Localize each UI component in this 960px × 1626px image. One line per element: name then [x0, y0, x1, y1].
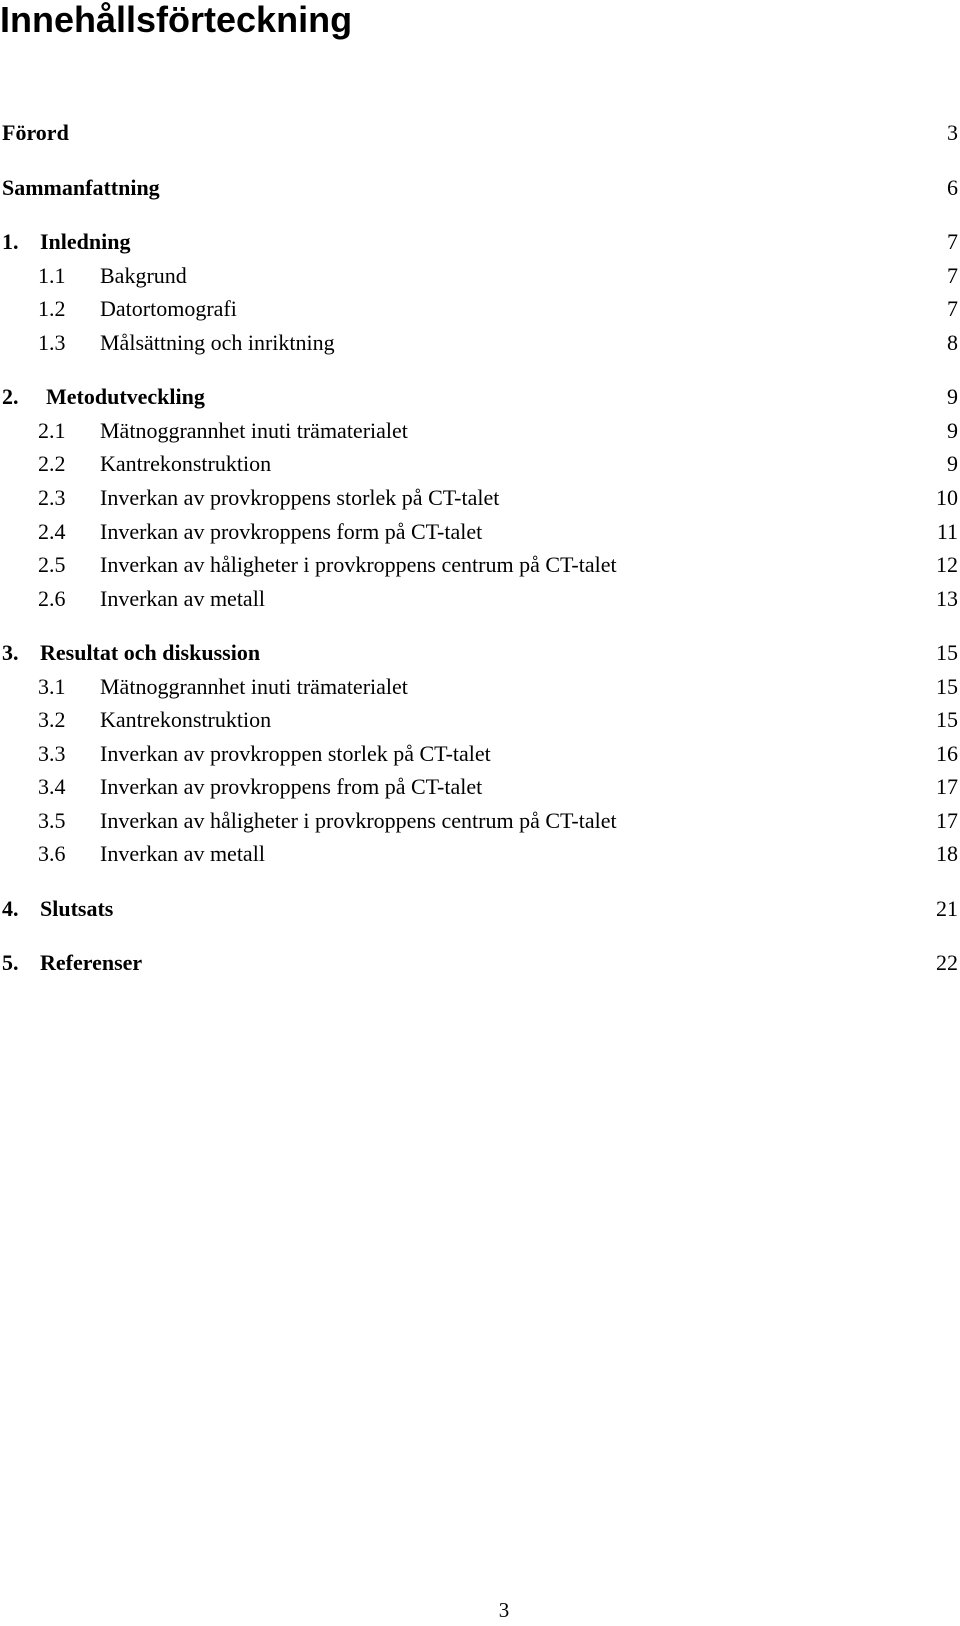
toc-entry-number: 3.5 [38, 808, 66, 833]
toc-entry-label: Mätnoggrannhet inuti trämaterialet [100, 418, 408, 443]
toc-entry-number: 2.1 [38, 418, 66, 443]
toc-entry-label: Målsättning och inriktning [100, 330, 335, 355]
toc-entry-page: 9 [947, 418, 958, 443]
toc-entry-3-5[interactable] [0, 804, 958, 838]
toc-entry-number: 3.1 [38, 674, 66, 699]
toc-entry-3-6[interactable] [0, 837, 958, 871]
toc-entry-label: Inverkan av provkroppens form på CT-talet [100, 519, 483, 544]
toc-entry-label: Referenser [40, 950, 143, 975]
toc-entry-3-4[interactable] [0, 770, 958, 804]
toc-entry-number: 3. [2, 640, 19, 665]
toc-entry-number: 3.6 [38, 841, 66, 866]
toc-entry-label: Slutsats [40, 896, 114, 921]
toc-entry-5[interactable] [0, 946, 958, 980]
toc-entry-number: 2.4 [38, 519, 66, 544]
toc-entry-1[interactable] [0, 225, 958, 259]
toc-entry-page: 17 [936, 774, 958, 799]
toc-entry-1-3[interactable] [0, 326, 958, 360]
toc-entry-number: 2.6 [38, 586, 66, 611]
toc-entry-label: Mätnoggrannhet inuti trämaterialet [100, 674, 408, 699]
toc-entry-3[interactable] [0, 636, 958, 670]
toc-entry-forord[interactable] [0, 116, 958, 150]
toc-entry-page: 6 [947, 175, 958, 200]
toc-entry-page: 22 [936, 950, 958, 975]
toc-entry-number: 1.2 [38, 296, 66, 321]
toc-entry-label: Förord [2, 120, 69, 145]
toc-entry-3-3[interactable] [0, 737, 958, 771]
toc-entry-2-5[interactable] [0, 548, 958, 582]
toc-entry-label: Metodutveckling [46, 384, 205, 409]
toc-entry-label: Sammanfattning [2, 175, 160, 200]
toc-entry-page: 16 [936, 741, 958, 766]
toc-entry-page: 7 [947, 263, 958, 288]
toc-entry-label: Inledning [40, 229, 131, 254]
toc-entry-page: 15 [936, 640, 958, 665]
toc-entry-page: 15 [936, 674, 958, 699]
toc-entry-number: 2.3 [38, 485, 66, 510]
toc-entry-label: Kantrekonstruktion [100, 707, 272, 732]
toc-entry-number: 1.3 [38, 330, 66, 355]
toc-entry-page: 7 [947, 296, 958, 321]
toc-entry-page: 7 [947, 229, 958, 254]
toc-entry-number: 3.2 [38, 707, 66, 732]
toc-entry-label: Kantrekonstruktion [100, 451, 272, 476]
toc-entry-number: 1. [2, 229, 19, 254]
toc-entry-1-1[interactable] [0, 259, 958, 293]
toc-entry-2-4[interactable] [0, 515, 958, 549]
toc-entry-label: Datortomografi [100, 296, 237, 321]
toc-entry-number: 2.2 [38, 451, 66, 476]
toc-entry-number: 3.4 [38, 774, 66, 799]
toc-entry-page: 13 [936, 586, 958, 611]
page-title: Innehållsförteckning [0, 0, 353, 40]
toc-entry-sammanfattning[interactable] [0, 171, 958, 205]
toc-entry-page: 15 [936, 707, 958, 732]
toc-entry-label: Resultat och diskussion [40, 640, 261, 665]
toc-entry-page: 9 [947, 384, 958, 409]
toc-entry-page: 18 [936, 841, 958, 866]
toc-entry-number: 1.1 [38, 263, 66, 288]
toc-entry-number: 2.5 [38, 552, 66, 577]
toc-entry-number: 2. [2, 384, 19, 409]
toc-entry-number: 5. [2, 950, 19, 975]
toc-entry-page: 17 [936, 808, 958, 833]
toc-entry-page: 8 [947, 330, 958, 355]
toc-entry-label: Inverkan av metall [100, 586, 265, 611]
toc-entry-number: 3.3 [38, 741, 66, 766]
toc-entry-page: 11 [936, 519, 958, 544]
toc-entry-1-2[interactable] [0, 292, 958, 326]
toc-entry-page: 21 [936, 896, 958, 921]
toc-entry-2-1[interactable] [0, 414, 958, 448]
toc-entry-page: 9 [947, 451, 958, 476]
toc-entry-2[interactable] [0, 380, 958, 414]
toc-entry-label: Inverkan av håligheter i provkroppens centrum på CT-talet [100, 808, 617, 833]
toc-entry-number: 4. [2, 896, 19, 921]
toc-entry-2-2[interactable] [0, 447, 958, 481]
toc-entry-label: Inverkan av provkroppen storlek på CT-talet [100, 741, 491, 766]
toc-entry-label: Bakgrund [100, 263, 187, 288]
toc-entry-label: Inverkan av provkroppens from på CT-talet [100, 774, 483, 799]
toc-entry-label: Inverkan av metall [100, 841, 265, 866]
toc-entry-page: 3 [947, 120, 958, 145]
page-number: 3 [498, 1598, 510, 1622]
toc-entry-3-1[interactable] [0, 670, 958, 704]
toc-entry-label: Inverkan av håligheter i provkroppens centrum på CT-talet [100, 552, 617, 577]
toc-entry-page: 10 [936, 485, 958, 510]
toc-entry-3-2[interactable] [0, 703, 958, 737]
toc-entry-page: 12 [936, 552, 958, 577]
toc-entry-2-3[interactable] [0, 481, 958, 515]
toc-entry-4[interactable] [0, 892, 958, 926]
toc-entry-label: Inverkan av provkroppens storlek på CT-talet [100, 485, 500, 510]
toc-entry-2-6[interactable] [0, 582, 958, 616]
